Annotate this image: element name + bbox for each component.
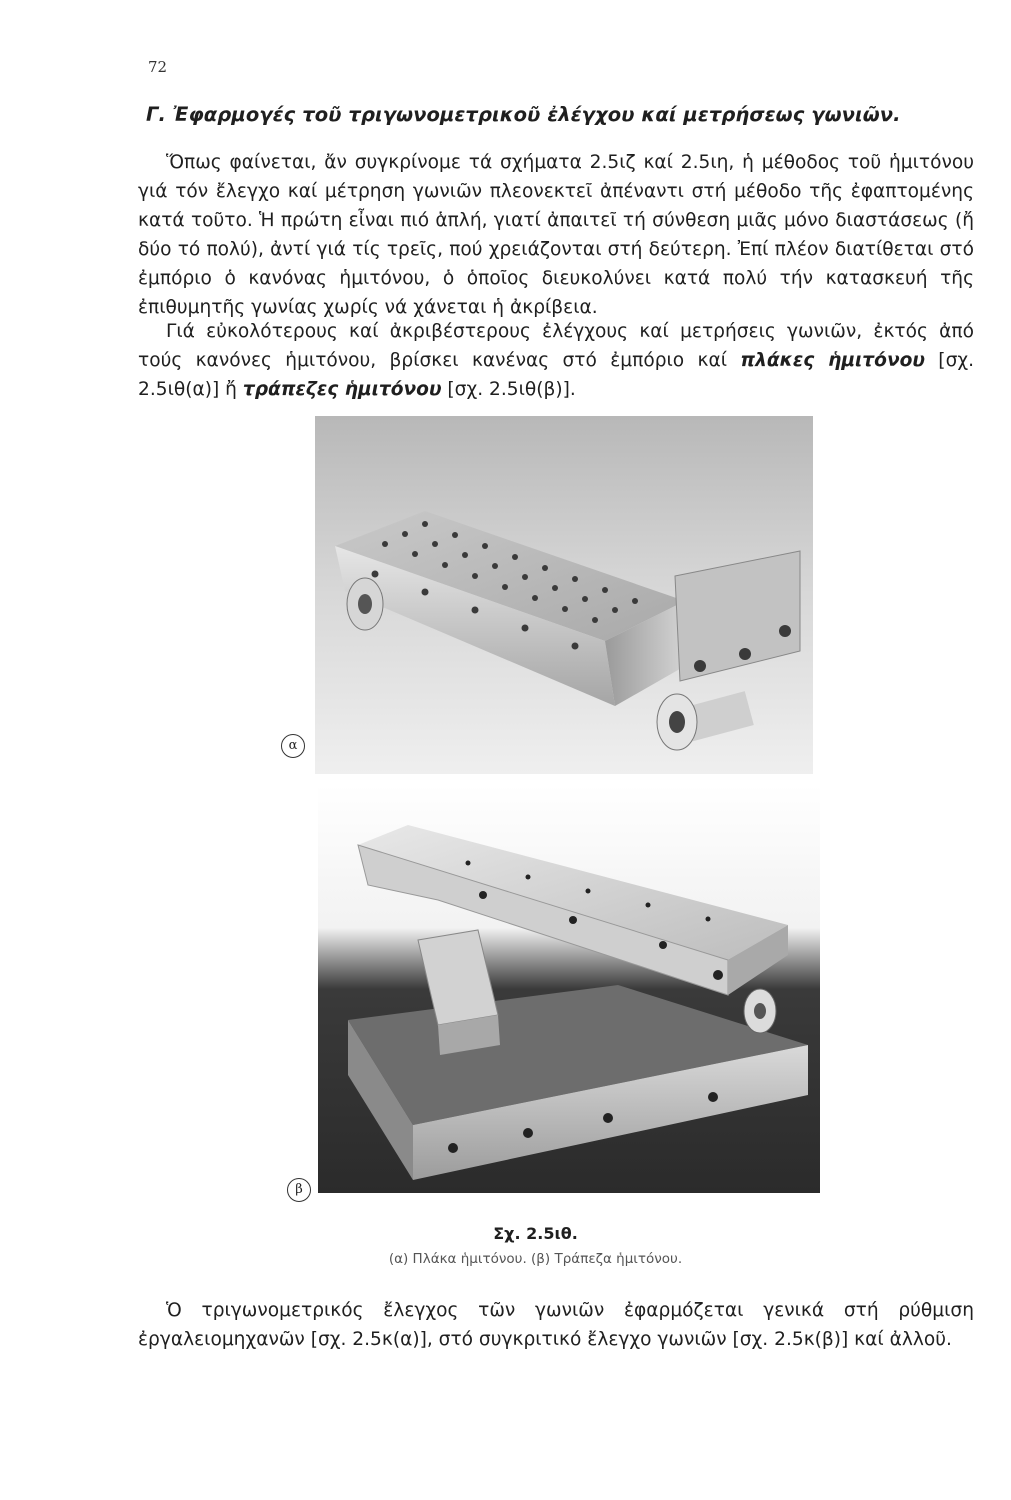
figure-caption-subtitle: (α) Πλάκα ἡμιτόνου. (β) Τράπεζα ἡμιτόνου.	[388, 1251, 683, 1267]
figure-caption-title: Σχ. 2.5ιθ.	[493, 1224, 578, 1243]
paragraph-2-end: [σχ. 2.5ιθ(β)].	[441, 379, 576, 400]
page-number: 72	[148, 58, 168, 76]
sine-plate-illustration	[315, 416, 813, 774]
paragraph-2	[138, 317, 974, 404]
paragraph-2-start: Γιά εὐκολότερους καί ἀκριβέστερους ἐλέγχους καί μετρήσεις γωνιῶν, ἐκτός ἀπό τούς κανόνες ἡμιτόνου, βρίσκει κανένας στό ἐμπόριο καί	[138, 321, 974, 371]
sine-table-photo	[318, 785, 820, 1193]
sine-plate-photo	[315, 416, 813, 774]
sine-plates-term: πλάκες ἡμιτόνου	[740, 350, 925, 371]
paragraph-2-mid: [σχ. 2.5ιθ(α)] ἤ	[138, 350, 975, 400]
sine-table-illustration	[318, 785, 820, 1193]
paragraph-3: Ὁ τριγωνομετρικός ἔλεγχος τῶν γωνιῶν ἐφαρμόζεται γενικά στή ρύθμιση ἐργαλειομηχανῶν [σχ. 2.5κ(α)], στό συγκριτικό ἔλεγχο γωνιῶν [σχ. 2.5κ(β)] καί ἀλλοῦ.	[138, 1300, 974, 1350]
section-heading: Γ. Ἐφαρμογές τοῦ τριγωνομετρικοῦ ἐλέγχου καί μετρήσεως γωνιῶν.	[146, 103, 901, 126]
paragraph-1: Ὅπως φαίνεται, ἄν συγκρίνομε τά σχήματα 2.5ιζ καί 2.5ιη, ἡ μέθοδος τοῦ ἡμιτόνου γιά τόν ἔλεγχο καί μέτρηση γωνιῶν πλεονεκτεῖ ἀπέναντι στή μέθοδο τῆς ἐφαπτομένης κατά τοῦτο. Ἡ πρώτη εἶναι πιό ἁπλή, γιατί ἀπαιτεῖ τή σύνθεση μιᾶς μόνο διαστάσεως (ἤ δύο τό πολύ), ἀντί γιά τίς τρεῖς, πού χρειάζονται στή δεύτερη. Ἐπί πλέον διατίθεται στό ἐμπόριο ὁ κανόνας ἡμιτόνου, ὁ ὁποῖος διευκολύνει κατά πολύ τήν κατασκευή τῆς ἐπιθυμητῆς γωνίας χωρίς νά χάνεται ἡ ἀκρίβεια.	[138, 152, 974, 318]
sine-tables-term: τράπεζες ἡμιτόνου	[242, 379, 442, 400]
figure-label-a: α	[281, 734, 305, 758]
figure-label-b: β	[287, 1178, 311, 1202]
